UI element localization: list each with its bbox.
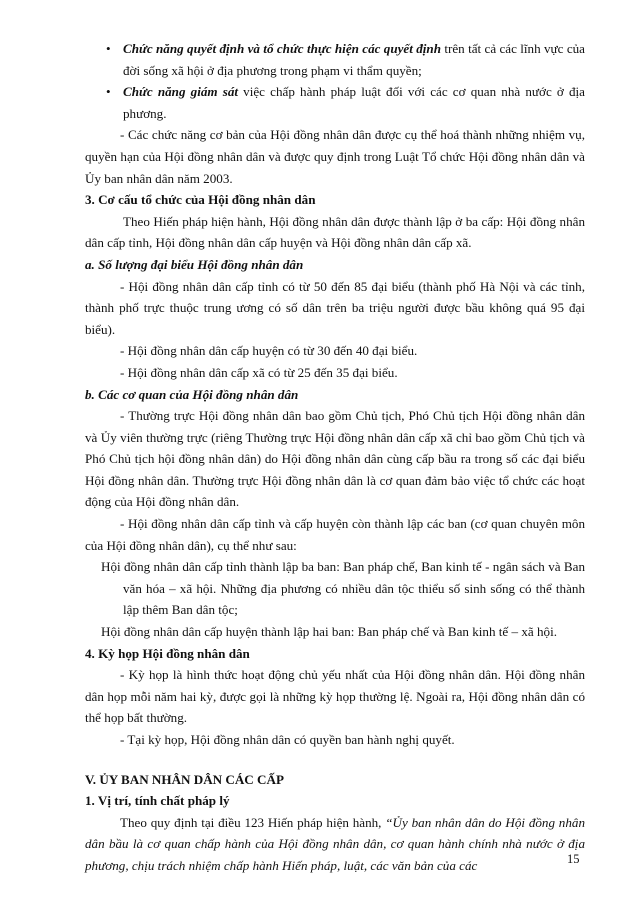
heading-section-4: 4. Kỳ họp Hội đồng nhân dân bbox=[85, 645, 250, 661]
bullet-dot: • bbox=[106, 41, 111, 56]
paragraph-a2: - Hội đồng nhân dân cấp huyện có từ 30 đến 40 đại biểu. bbox=[120, 343, 418, 359]
paragraph-b3: Hội đồng nhân dân cấp tỉnh thành lập ba ban: Ban pháp chế, Ban kinh tế - ngân sách và Ban văn hóa – xã hội. Những địa phương có nhiều dân tộc thiểu số sinh sống có thể thành lập thêm Ban dân tộc; bbox=[101, 559, 585, 618]
bullet-dot: • bbox=[106, 84, 111, 100]
paragraph-b4: Hội đồng nhân dân cấp huyện thành lập hai ban: Ban pháp chế và Ban kinh tế – xã hội. bbox=[101, 624, 557, 640]
heading-subsection-b: b. Các cơ quan của Hội đồng nhân dân bbox=[85, 386, 299, 402]
paragraph-k1: - Kỳ họp là hình thức hoạt động chủ yếu nhất của Hội đồng nhân dân. Hội đồng nhân dân họp mỗi năm hai kỳ, được gọi là những kỳ họp thường lệ. Ngoài ra, Hội đồng nhân dân có thể họp bất thường. bbox=[85, 667, 585, 726]
bullet-text: việc chấp hành pháp luật đối với các cơ quan nhà nước ở địa phương. bbox=[123, 84, 585, 121]
bullet-decision-function bbox=[85, 38, 585, 81]
paragraph-levels: Theo Hiến pháp hiện hành, Hội đồng nhân dân được thành lập ở ba cấp: Hội đồng nhân dân cấp tỉnh, Hội đồng nhân dân cấp huyện và Hội đồng nhân dân cấp xã. bbox=[85, 213, 585, 251]
paragraph-k2: - Tại kỳ họp, Hội đồng nhân dân có quyền ban hành nghị quyết. bbox=[120, 732, 455, 747]
page-number: 15 bbox=[567, 852, 580, 866]
paragraph-quote: “Ủy ban nhân dân do Hội đồng nhân dân bầu là cơ quan chấp hành của Hội đồng nhân dân, cơ quan hành chính nhà nước ở địa phương, chịu trách nhiệm chấp hành Hiến pháp, luật, các văn bản của các bbox=[85, 814, 585, 873]
paragraph-b2: - Hội đồng nhân dân cấp tỉnh và cấp huyện còn thành lập các ban (cơ quan chuyên môn của Hội đồng nhân dân), cụ thể như sau: bbox=[85, 516, 585, 553]
bullet-text: trên tất cả các lĩnh vực của đời sống xã hội ở địa phương trong phạm vi thẩm quyền; bbox=[123, 41, 585, 78]
heading-section-3: 3. Cơ cấu tổ chức của Hội đồng nhân dân bbox=[85, 192, 316, 208]
paragraph-a1: - Hội đồng nhân dân cấp tỉnh có từ 50 đến 85 đại biểu (thành phố Hà Nội và các tỉnh, thành phố trực thuộc trung ương có số dân trên ba triệu người được bầu không quá 95 đại biểu). bbox=[85, 278, 585, 337]
heading-part-V: V. ỦY BAN NHÂN DÂN CÁC CẤP bbox=[85, 771, 284, 787]
paragraph-lead: Theo quy định tại điều 123 Hiến pháp hiện hành, bbox=[120, 814, 386, 830]
paragraph-a3: - Hội đồng nhân dân cấp xã có từ 25 đến 35 đại biểu. bbox=[120, 364, 398, 380]
paragraph-constitution bbox=[85, 812, 585, 877]
page-body bbox=[85, 38, 585, 877]
bullet-term: Chức năng quyết định và tổ chức thực hiện các quyết định bbox=[123, 41, 441, 56]
heading-section-1: 1. Vị trí, tính chất pháp lý bbox=[85, 793, 230, 809]
paragraph-b1: - Thường trực Hội đồng nhân dân bao gồm Chủ tịch, Phó Chủ tịch Hội đồng nhân dân và Ủy viên thường trực (riêng Thường trực Hội đồng nhân dân cấp xã chỉ bao gồm Chủ tịch và Phó Chủ tịch hội đồng nhân dân) do Hội đồng nhân dân cùng cấp bầu ra trong số các đại biểu Hội đồng nhân dân. Thường trực Hội đồng nhân dân là cơ quan đảm bảo việc tổ chức các hoạt động của Hội đồng nhân dân. bbox=[85, 408, 585, 510]
bullet-supervision-function bbox=[85, 81, 585, 124]
paragraph-functions: - Các chức năng cơ bản của Hội đồng nhân dân được cụ thể hoá thành những nhiệm vụ, quyền hạn của Hội đồng nhân dân và được quy định trong Luật Tổ chức Hội đồng nhân dân và Ủy ban nhân dân năm 2003. bbox=[85, 127, 585, 186]
section-gap bbox=[85, 751, 585, 769]
bullet-term: Chức năng giám sát bbox=[123, 84, 239, 100]
heading-subsection-a: a. Số lượng đại biểu Hội đồng nhân dân bbox=[85, 256, 304, 272]
